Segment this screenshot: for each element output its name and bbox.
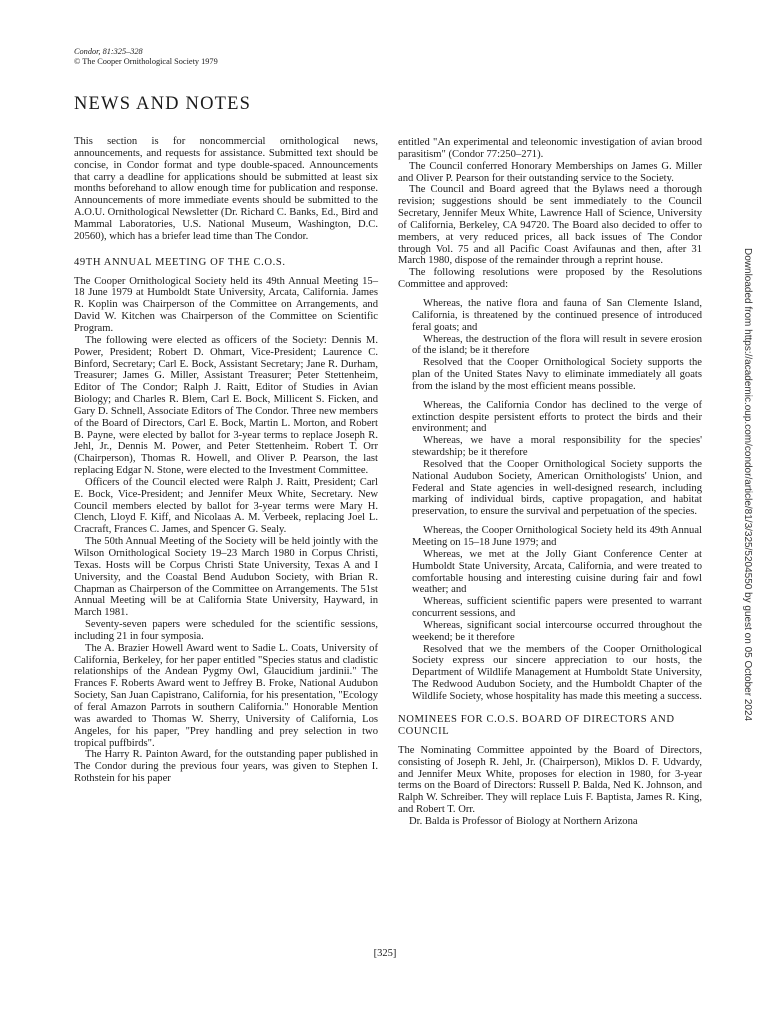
page-number: [325] (373, 948, 397, 959)
section-title: NEWS AND NOTES (74, 94, 252, 114)
right-column (398, 137, 702, 828)
meeting-heading: 49TH ANNUAL MEETING OF THE C.O.S. (74, 256, 286, 268)
continued-paragraph: entitled "An experimental and teleonomic investigation of avian brood parasitism" (Condor 77:250–271). (398, 137, 702, 160)
download-watermark: Downloaded from https://academic.oup.com/condor/article/81/3/325/5204550 by guest on 05 October 2024 (742, 248, 753, 722)
nominees-heading: NOMINEES FOR C.O.S. BOARD OF DIRECTORS AND COUNCIL (398, 713, 675, 737)
meeting-paragraph-2: The following were elected as officers of the Society: Dennis M. Power, President; Robert D. Ohmart, Vice-President; Laurence C. Binford, Secretary; Carl E. Bock, Assistant Secretary; Jane R. Durham, Treasurer; James G. Miller, Assistant Treasurer; Peter Stettenheim, Editor of The Condor; Ralph J. Raitt, Editor of Studies in Avian Biology; and Charles R. Blem, Carl E. Bock, Millicent S. Ficken, and Gary D. Schnell, Associate Editors of The Condor. Three new members of the Board of Directors, Carl E. Bock, Martin L. Morton, and Robert B. Payne, were elected by ballot for 3-year terms to replace Joseph R. Jehl, Jr., Dennis M. Power, and Peter Stettenheim. Robert T. Orr (Chairperson), Thomas R. Howell, and Oliver P. Pearson, the last replacing Edgar N. Stone, were elected to the Investment Committee. (74, 334, 378, 477)
resolution-item: Whereas, significant social intercourse occurred throughout the weekend; be it therefore (412, 619, 702, 643)
meeting-paragraph-1: The Cooper Ornithological Society held its 49th Annual Meeting 15–18 June 1979 at Humboldt State University, Arcata, California. James R. Koplin was Chairperson of the Committee on Arrangements, and David W. Kitchen was Chairperson of the Committee on Scientific Program. (74, 275, 378, 334)
nominees-paragraph-1: The Nominating Committee appointed by the Board of Directors, consisting of Joseph R. Jehl, Jr. (Chairperson), Miklos D. F. Udvardy, and Jennifer Meux White, proposes for election in 1980, for 3-year terms on the Board of Directors: Russell P. Balda, Ned K. Johnson, and Ralph W. Schreiber. They will replace Luis F. Baptista, James R. King, and Robert T. Orr. (398, 744, 702, 816)
resolution-item: Whereas, the Cooper Ornithological Society held its 49th Annual Meeting on 15–18 June 1979; and (412, 525, 702, 548)
meeting-paragraph-3: Officers of the Council elected were Ralph J. Raitt, President; Carl E. Bock, Vice-President; and Jennifer Meux White, Secretary. New Council members elected by ballot for 3-year terms were Mary H. Clench, Lloyd F. Kiff, and Nicolaas A. M. Verbeek, replacing Joel L. Cracraft, Frances C. James, and Spencer G. Sealy. (74, 476, 378, 536)
copyright-line: © The Cooper Ornithological Society 1979 (74, 57, 218, 66)
bylaws-paragraph: The Council and Board agreed that the Bylaws need a thorough revision; suggestions should be sent immediately to the Council Secretary, Jennifer Meux White, Lawrence Hall of Science, University of California, Berkeley, CA 94720. The Board also decided to offer to members, at very reduced prices, all back issues of The Condor through Vol. 75 and all Pacific Coast Avifaunas and then, after 31 March 1980, dispose of the remainder through a reprint house. (398, 184, 702, 267)
journal-citation: Condor, 81:325–328 (74, 47, 143, 56)
resolution-item: Whereas, sufficient scientific papers were presented to warrant concurrent sessions, and (412, 596, 702, 620)
resolutions-intro: The following resolutions were proposed by the Resolutions Committee and approved: (398, 267, 702, 291)
nominees-paragraph-2: Dr. Balda is Professor of Biology at Northern Arizona (409, 815, 638, 827)
left-column (74, 136, 378, 785)
resolution-item: Whereas, the native flora and fauna of San Clemente Island, California, is threatened by the continued presence of introduced feral goats; and (412, 297, 702, 333)
meeting-paragraph-7: The Harry R. Painton Award, for the outstanding paper published in The Condor during the previous four years, was given to Stephen I. Rothstein for his paper (74, 749, 378, 785)
resolution-item: Whereas, the California Condor has declined to the verge of extinction despite persistent efforts to protect the birds and their environment; and (412, 399, 702, 435)
resolution-item: Resolved that we the members of the Cooper Ornithological Society express our sincere appreciation to our hosts, the Department of Wildlife Management at Humboldt State University, The Redwood Audubon Society, and the Humboldt Chapter of the Wildlife Society, whose hospitality has made this meeting a success. (412, 643, 702, 702)
meeting-paragraph-4: The 50th Annual Meeting of the Society will be held jointly with the Wilson Ornithological Society 19–23 March 1980 in Corpus Christi, Texas. Hosts will be Corpus Christi State University, Texas A and I University, and the Coastal Bend Audubon Society, with Brian R. Chapman as Chairperson of the Committee on Arrangements. The 51st Annual Meeting will be at California State University, Hayward, in March 1981. (74, 536, 378, 619)
masthead (74, 47, 218, 67)
meeting-paragraph-6: The A. Brazier Howell Award went to Sadie L. Coats, University of California, Berkeley, for her paper entitled "Species status and cladistic relationships of the Andean Pygmy Owl, Glaucidium jardinii." The Frances F. Roberts Award went to Jeffrey B. Froke, National Audubon Society, San Juan Capistrano, California, for his presentation, "Ecology of feral Amazon Parrots in southern California." Honorable Mention was awarded to Thomas W. Sherry, University of California, Los Angeles, for his paper, "Prey handling and prey selection in two tropical puffbirds". (74, 642, 378, 749)
resolution-item: Resolved that the Cooper Ornithological Society supports the plan of the United States Navy to eliminate immediately all goats from the island by the most efficient means possible. (412, 357, 702, 392)
honorary-paragraph: The Council conferred Honorary Memberships on James G. Miller and Oliver P. Pearson for their outstanding service to the Society. (398, 160, 702, 184)
meeting-paragraph-5: Seventy-seven papers were scheduled for the scientific sessions, including 21 in four symposia. (74, 619, 378, 642)
intro-paragraph: This section is for noncommercial ornithological news, announcements, and requests for assistance. Submitted text should be concise, in Condor format and type double-spaced. Announcements that carry a deadline for applications should be submitted at least six months beforehand to allow enough time for publication and response. Announcements of more immediate events should be submitted to the A.O.U. Ornithological Newsletter (Dr. Richard C. Banks, Ed., Bird and Mammal Laboratories, U.S. National Museum, Washington, D.C. 20560), which has a briefer lead time than The Condor. (74, 136, 378, 242)
resolution-item: Resolved that the Cooper Ornithological Society supports the National Audubon Society, American Ornithologists' Union, and Federal and State agencies in well-designed research, including marking of individual birds, captive propagation, and habitat preservation, to ensure the survival and perpetuation of the species. (412, 458, 702, 518)
resolution-item: Whereas, we have a moral responsibility for the species' stewardship; be it therefore (412, 435, 702, 459)
resolution-item: Whereas, the destruction of the flora will result in severe erosion of the island; be it therefore (412, 333, 702, 357)
resolution-item: Whereas, we met at the Jolly Giant Conference Center at Humboldt State University, Arcata, California, and were treated to comfortable housing and interesting cuisine during fair and fowl weather; and (412, 548, 702, 596)
